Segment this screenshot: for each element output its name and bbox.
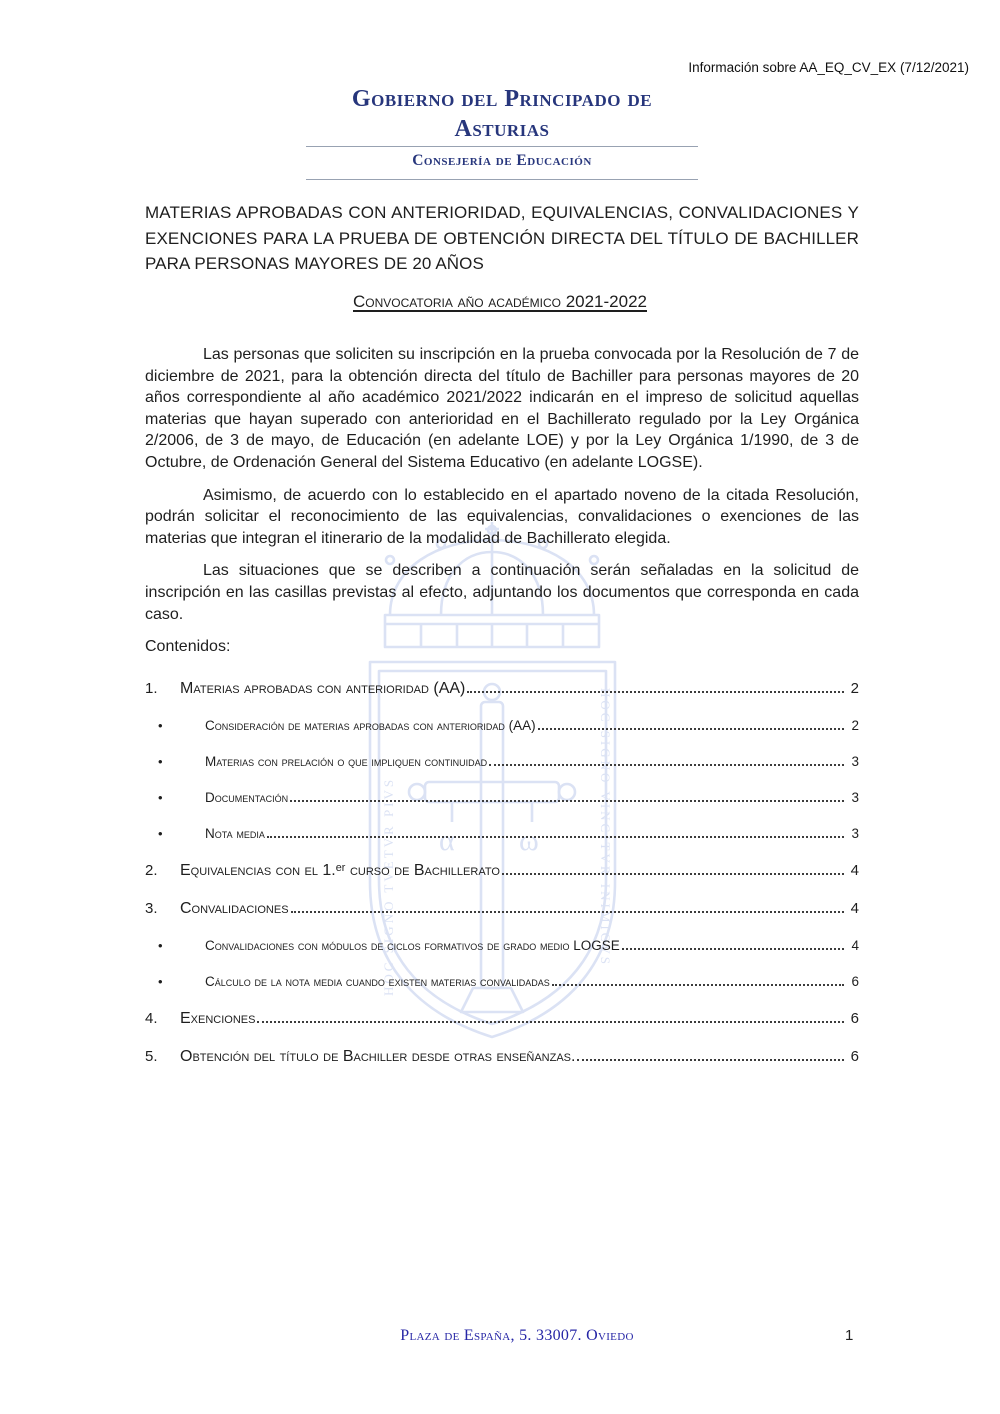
toc-label: Convalidaciones [180, 900, 289, 917]
footer-address: Plaza de España, 5. 33007. Oviedo [400, 1327, 634, 1344]
toc-entry-3a[interactable] [145, 938, 859, 953]
watermark-omega: ω [519, 824, 539, 857]
toc-dot-leader [290, 800, 844, 802]
toc-label: Materias con prelación o que impliquen continuidad [205, 754, 488, 769]
toc-marker: 3. [145, 900, 158, 917]
body-paragraph: Asimismo, de acuerdo con lo establecido en el apartado noveno de la citada Resolución, podrán solicitar el reconocimiento de las equivalencias, convalidaciones o exenciones de las materias que integran el itinerario de la modalidad de Bachillerato elegida. [145, 486, 859, 547]
toc-dot-leader [622, 948, 844, 950]
toc-page-number: 3 [851, 754, 859, 769]
body-paragraph: Las situaciones que se describen a continuación serán señaladas en la solicitud de inscripción en las casillas previstas al efecto, adjuntando los documentos que corresponda en cada caso. [145, 562, 859, 623]
toc-dot-leader [538, 728, 844, 730]
contents-heading: Contenidos: [145, 638, 231, 655]
toc-marker: 4. [145, 1010, 158, 1027]
department-name: Consejería de Educación [412, 152, 592, 169]
toc-bullet: • [158, 826, 163, 841]
toc-entry-3[interactable] [145, 900, 859, 918]
toc-dot-leader [257, 1021, 844, 1023]
toc-entry-4[interactable] [145, 1010, 859, 1028]
toc-marker: 5. [145, 1048, 158, 1065]
toc-dot-leader [267, 836, 844, 838]
toc-label: Convalidaciones con módulos de ciclos formativos de grado medio LOGSE [205, 938, 620, 953]
toc-dot-leader [577, 1059, 844, 1061]
toc-label: Cálculo de la nota media cuando existen materias convalidadas [205, 974, 550, 989]
document-subtitle-text: Convocatoria año académico 2021-2022 [353, 292, 647, 311]
toc-marker: 2. [145, 862, 158, 879]
toc-page-number: 6 [850, 1048, 859, 1065]
toc-entry-1d[interactable] [145, 826, 859, 841]
body-copy [145, 344, 859, 636]
toc-label: Nota media [205, 826, 265, 841]
toc-bullet: • [158, 718, 163, 733]
document-subtitle [0, 292, 1000, 312]
toc-dot-leader [552, 984, 844, 986]
watermark-motto-left: HOC SIGNO TVETVR PIVS [381, 776, 396, 996]
toc-dot-leader [291, 911, 844, 913]
toc-page-number: 2 [851, 718, 859, 733]
toc-marker: 1. [145, 680, 158, 697]
body-paragraph: Las personas que soliciten su inscripción en la prueba convocada por la Resolución de 7 de diciembre de 2021, para la obtención directa del título de Bachiller para personas mayores de 20 años correspondiente al año académico 2021/2022 indicarán en el impreso de solicitud aquellas materias que hayan superado con anterioridad en el Bachillerato regulado por la Ley Orgánica 2/2006, de 3 de mayo, de Educación (en adelante LOE) y por la Ley Orgánica 1/1990, de 3 de Octubre, de Ordenación General del Sistema Educativo (en adelante LOGSE). [145, 346, 859, 471]
page-number: 1 [845, 1327, 854, 1344]
toc-bullet: • [158, 790, 163, 805]
toc-page-number: 4 [850, 900, 859, 917]
watermark-motto-right: HOC SIGNO VINCITVR INIMICVS [598, 688, 613, 968]
toc-entry-3b[interactable] [145, 974, 859, 989]
toc-page-number: 4 [850, 862, 859, 879]
document-title: MATERIAS APROBADAS CON ANTERIORIDAD, EQUIVALENCIAS, CONVALIDACIONES Y EXENCIONES PARA LA PRUEBA DE OBTENCIÓN DIRECTA DEL TÍTULO DE BACHILLER PARA PERSONAS MAYORES DE 20 AÑOS [145, 203, 859, 273]
toc-page-number: 2 [850, 680, 859, 697]
table-of-contents [145, 680, 859, 1086]
toc-label: Documentación [205, 790, 289, 805]
toc-page-number: 3 [851, 790, 859, 805]
toc-entry-2[interactable] [145, 862, 859, 880]
toc-bullet: • [158, 974, 163, 989]
toc-label: Materias aprobadas con anterioridad (AA) [180, 680, 466, 697]
toc-entry-1[interactable] [145, 680, 859, 698]
toc-label: Obtención del título de Bachiller desde otras enseñanzas. [180, 1048, 576, 1065]
toc-label: Equivalencias con el 1.ᵉʳ curso de Bachillerato [180, 862, 500, 879]
toc-entry-5[interactable] [145, 1048, 859, 1066]
toc-bullet: • [158, 754, 163, 769]
toc-label: Exenciones [180, 1010, 256, 1027]
toc-page-number: 4 [851, 938, 859, 953]
toc-label: Consideración de materias aprobadas con anterioridad (AA) [205, 718, 536, 733]
toc-dot-leader [489, 764, 844, 766]
toc-dot-leader [467, 691, 844, 693]
toc-page-number: 6 [851, 974, 859, 989]
toc-page-number: 6 [850, 1010, 859, 1027]
government-letterhead [306, 84, 698, 180]
toc-entry-1a[interactable] [145, 718, 859, 733]
document-info-line: Información sobre AA_EQ_CV_EX (7/12/2021) [688, 60, 969, 75]
toc-bullet: • [158, 938, 163, 953]
toc-entry-1b[interactable] [145, 754, 859, 769]
government-name: Gobierno del Principado de Asturias [351, 86, 653, 142]
watermark-alpha: α [439, 824, 455, 857]
toc-page-number: 3 [851, 826, 859, 841]
toc-entry-1c[interactable] [145, 790, 859, 805]
toc-dot-leader [502, 873, 844, 875]
letterhead-divider [306, 179, 698, 180]
